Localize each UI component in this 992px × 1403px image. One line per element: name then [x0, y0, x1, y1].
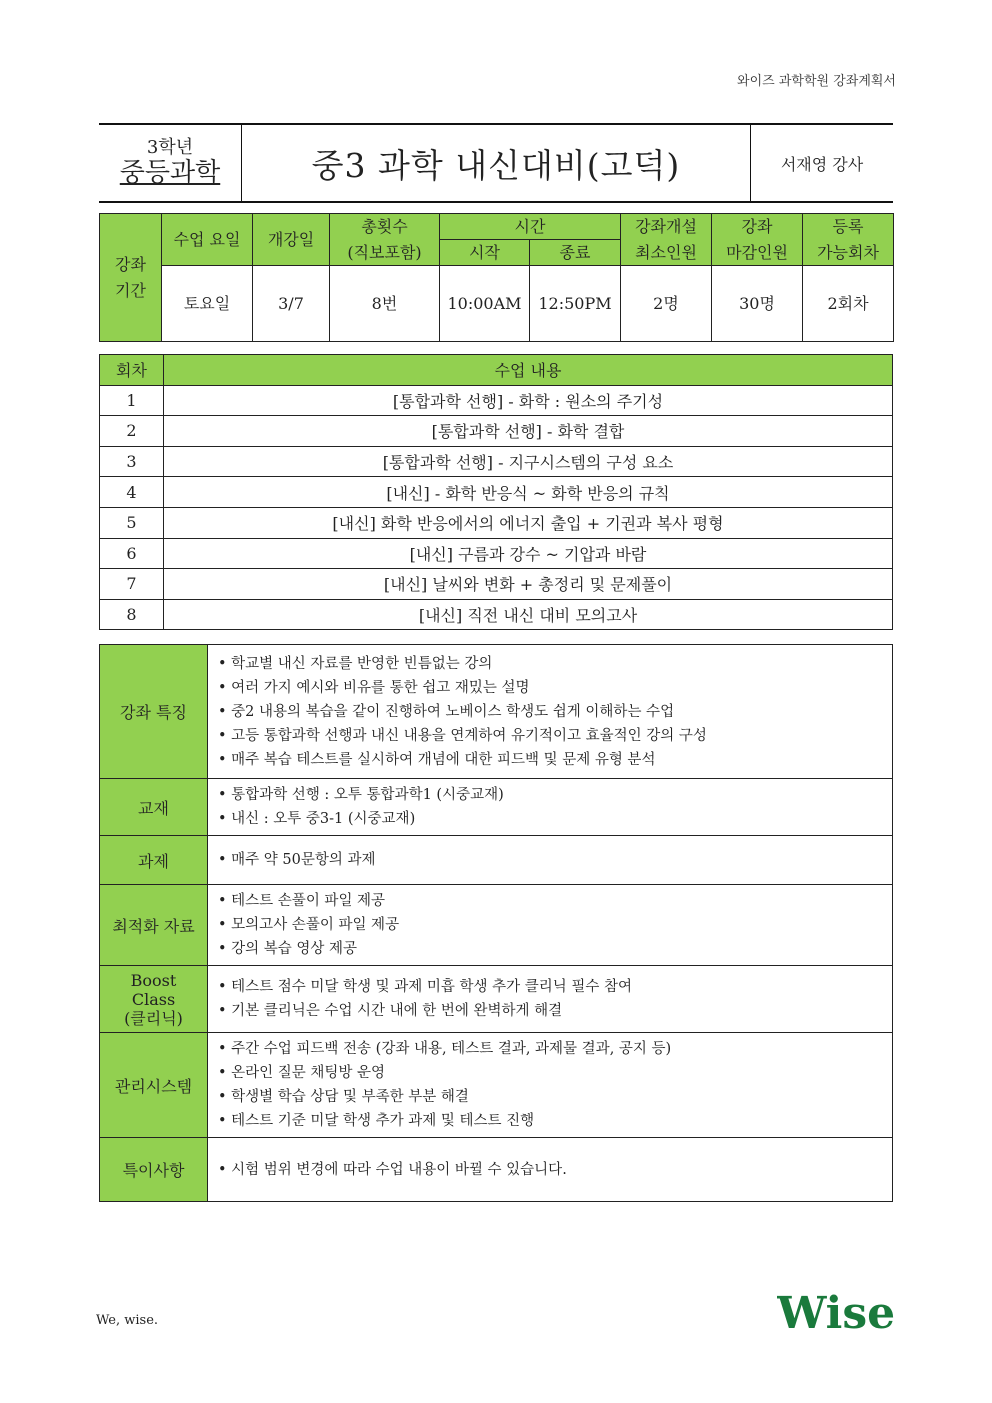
value-registrable-session: 2회차	[803, 266, 894, 342]
value-day: 토요일	[162, 266, 253, 342]
table-row	[100, 416, 893, 447]
list-item: • 모의고사 손풀이 파일 제공	[218, 913, 892, 937]
session-content: [통합과학 선행] - 화학 결합	[164, 416, 893, 447]
textbook-label: 교재	[100, 779, 208, 836]
list-item: • 고등 통합과학 선행과 내신 내용을 연계하여 유기적이고 효율적인 강의 구성	[218, 724, 892, 748]
homework-label: 과제	[100, 836, 208, 885]
materials-label: 최적화 자료	[100, 885, 208, 966]
session-number: 5	[100, 507, 164, 538]
list-item: • 여러 가지 예시와 비유를 통한 쉽고 재밌는 설명	[218, 676, 892, 700]
session-table	[99, 354, 893, 630]
table-row	[100, 385, 893, 416]
header-end-time: 종료	[530, 240, 621, 266]
list-item: • 매주 복습 테스트를 실시하여 개념에 대한 피드백 및 문제 유형 분석	[218, 748, 892, 772]
table-row	[100, 538, 893, 569]
value-min-students: 2명	[621, 266, 712, 342]
list-item: • 테스트 점수 미달 학생 및 과제 미흡 학생 추가 클리닉 필수 참여	[218, 975, 892, 999]
session-content-header: 수업 내용	[164, 355, 893, 386]
session-content: [통합과학 선행] - 지구시스템의 구성 요소	[164, 446, 893, 477]
header-time: 시간	[440, 214, 621, 240]
grade-label: 3학년	[146, 137, 194, 158]
session-number: 4	[100, 477, 164, 508]
table-row	[100, 477, 893, 508]
session-content: [내신] 구름과 강수 ~ 기압과 바람	[164, 538, 893, 569]
materials-content	[208, 885, 893, 966]
table-row	[100, 569, 893, 600]
management-label: 관리시스템	[100, 1033, 208, 1138]
session-number: 3	[100, 446, 164, 477]
list-item: • 학생별 학습 상담 및 부족한 부분 해결	[218, 1085, 892, 1109]
session-number-header: 회차	[100, 355, 164, 386]
value-start-time: 10:00AM	[440, 266, 530, 342]
list-item: • 테스트 손풀이 파일 제공	[218, 889, 892, 913]
management-content	[208, 1033, 893, 1138]
value-end-time: 12:50PM	[530, 266, 621, 342]
session-number: 2	[100, 416, 164, 447]
logo-text: Wise	[777, 1288, 896, 1336]
teacher-name: 서재영 강사	[751, 124, 894, 202]
list-item: • 테스트 기준 미달 학생 추가 과제 및 테스트 진행	[218, 1109, 892, 1133]
header-min-students: 강좌개설 최소인원	[621, 214, 712, 266]
document-header-label: 와이즈 과학학원 강좌계획서	[737, 74, 896, 89]
header-day: 수업 요일	[162, 214, 253, 266]
schedule-section-label: 강좌 기간	[100, 214, 162, 342]
list-item: • 온라인 질문 채팅방 운영	[218, 1061, 892, 1085]
session-content: [내신] 직전 내신 대비 모의고사	[164, 599, 893, 630]
grade-cell	[99, 124, 242, 202]
title-block	[99, 123, 893, 203]
list-item: • 강의 복습 영상 제공	[218, 937, 892, 961]
list-item: • 통합과학 선행 : 오투 통합과학1 (시중교재)	[218, 783, 892, 807]
header-registrable-session: 등록 가능회차	[803, 214, 894, 266]
session-content: [통합과학 선행] - 화학 : 원소의 주기성	[164, 385, 893, 416]
homework-content	[208, 836, 893, 885]
boost-class-label: Boost Class (클리닉)	[100, 966, 208, 1033]
header-start-time: 시작	[440, 240, 530, 266]
list-item: • 시험 범위 변경에 따라 수업 내용이 바뀔 수 있습니다.	[218, 1158, 892, 1182]
course-title: 중3 과학 내신대비(고덕)	[242, 124, 751, 202]
session-content: [내신] 화학 반응에서의 에너지 출입 + 기권과 복사 평형	[164, 507, 893, 538]
header-max-students: 강좌 마감인원	[712, 214, 803, 266]
session-number: 7	[100, 569, 164, 600]
session-number: 6	[100, 538, 164, 569]
session-content: [내신] 날씨와 변화 + 총정리 및 문제풀이	[164, 569, 893, 600]
list-item: • 중2 내용의 복습을 같이 진행하여 노베이스 학생도 쉽게 이해하는 수업	[218, 700, 892, 724]
list-item: • 매주 약 50문항의 과제	[218, 848, 892, 872]
textbook-content	[208, 779, 893, 836]
boost-class-content	[208, 966, 893, 1033]
notes-label: 특이사항	[100, 1138, 208, 1202]
header-total-sessions: 총횟수 (직보포함)	[330, 214, 440, 266]
list-item: • 내신 : 오투 중3-1 (시중교재)	[218, 807, 892, 831]
session-number: 1	[100, 385, 164, 416]
value-total-sessions: 8번	[330, 266, 440, 342]
table-row	[100, 507, 893, 538]
header-start-date: 개강일	[253, 214, 330, 266]
features-label: 강좌 특징	[100, 645, 208, 779]
wise-logo	[777, 1288, 897, 1336]
list-item: • 기본 클리닉은 수업 시간 내에 한 번에 완벽하게 해결	[218, 999, 892, 1023]
session-number: 8	[100, 599, 164, 630]
notes-content	[208, 1138, 893, 1202]
subject-label: 중등과학	[119, 158, 221, 188]
footer-slogan: We, wise.	[96, 1313, 159, 1328]
list-item: • 학교별 내신 자료를 반영한 빈틈없는 강의	[218, 652, 892, 676]
features-content	[208, 645, 893, 779]
value-start-date: 3/7	[253, 266, 330, 342]
table-row	[100, 446, 893, 477]
course-features-table	[99, 644, 893, 1202]
list-item: • 주간 수업 피드백 전송 (강좌 내용, 테스트 결과, 과제물 결과, 공지 등)	[218, 1037, 892, 1061]
session-content: [내신] - 화학 반응식 ~ 화학 반응의 규칙	[164, 477, 893, 508]
schedule-table	[99, 213, 894, 342]
table-row	[100, 599, 893, 630]
value-max-students: 30명	[712, 266, 803, 342]
